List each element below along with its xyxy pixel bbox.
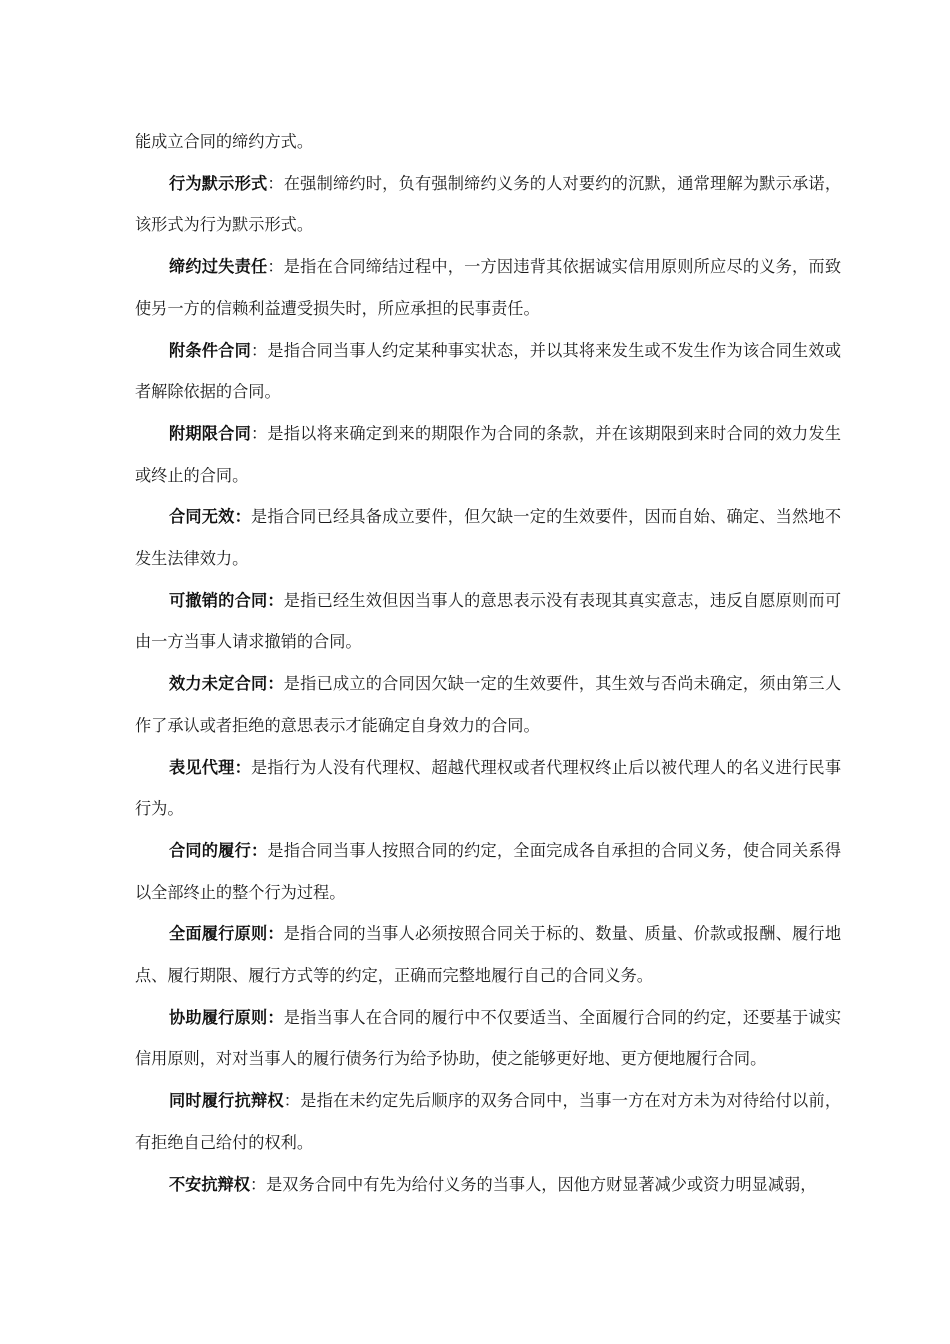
- definition-term: 附期限合同: [169, 423, 251, 443]
- definition-text: 是指合同当事人约定某种事实状态，并以其将来发生或不发生作为该合同生效或者解除依据的合同。: [135, 340, 842, 402]
- definition-separator: ：: [250, 340, 268, 360]
- definition-text: 是指合同的当事人必须按照合同关于标的、数量、质量、价款或报酬、履行地点、履行期限、履行方式等的约定，正确而完整地履行自己的合同义务。: [135, 924, 842, 986]
- definition-term: 协助履行原则：: [169, 1007, 284, 1027]
- definition-paragraph: [135, 830, 841, 913]
- definition-paragraph: [135, 330, 841, 413]
- definition-paragraph: [135, 413, 841, 496]
- definition-text: 是指以将来确定到来的期限作为合同的条款，并在该期限到来时合同的效力发生或终止的合同。: [135, 423, 842, 485]
- definition-paragraph: [135, 580, 841, 663]
- definition-term: 行为默示形式: [169, 173, 268, 193]
- definition-term: 表见代理：: [169, 757, 251, 777]
- definition-term: 同时履行抗辩权: [169, 1091, 284, 1111]
- definition-term: 合同的履行：: [169, 840, 268, 860]
- definition-text: 是双务合同中有先为给付义务的当事人，因他方财显著减少或资力明显减弱，: [266, 1174, 817, 1194]
- definition-paragraph: [135, 663, 841, 746]
- definition-text: 是指合同已经具备成立要件，但欠缺一定的生效要件，因而自始、确定、当然地不发生法律效力。: [135, 507, 842, 569]
- definition-text: 是指在未约定先后顺序的双务合同中，当事一方在对方未为对待给付以前，有拒绝自己给付的权利。: [135, 1091, 842, 1152]
- definition-text: 是指已经生效但因当事人的意思表示没有表现其真实意志，违反自愿原则而可由一方当事人请求撤销的合同。: [135, 590, 842, 652]
- definition-paragraph: [135, 1164, 841, 1206]
- continuation-text: 能成立合同的缔约方式。: [135, 132, 314, 151]
- definition-term: 附条件合同: [169, 340, 251, 360]
- definition-paragraph: [135, 997, 841, 1080]
- definition-term: 效力未定合同：: [169, 674, 284, 694]
- definition-text: 在强制缔约时，负有强制缔约义务的人对要约的沉默，通常理解为默示承诺，该形式为行为默示形式。: [135, 173, 842, 235]
- definition-separator: ：: [249, 1174, 267, 1194]
- definition-separator: ：: [283, 1091, 301, 1111]
- definition-paragraph: [135, 913, 841, 996]
- definition-paragraph: [135, 1080, 841, 1163]
- definition-separator: ：: [267, 173, 284, 193]
- definition-term: 全面履行原则：: [169, 924, 284, 944]
- definition-paragraph: [135, 163, 841, 246]
- definition-term: 缔约过失责任: [169, 257, 268, 277]
- definition-text: 是指行为人没有代理权、超越代理权或者代理权终止后以被代理人的名义进行民事行为。: [135, 757, 842, 819]
- definition-separator: ：: [267, 257, 284, 277]
- definition-separator: ：: [250, 423, 268, 443]
- definition-text: 是指在合同缔结过程中，一方因违背其依据诚实信用原则所应尽的义务，而致使另一方的信赖利益遭受损失时，所应承担的民事责任。: [135, 257, 842, 318]
- definition-paragraph: [135, 496, 841, 579]
- definition-paragraph: [135, 246, 841, 329]
- definition-term: 可撤销的合同：: [169, 590, 284, 610]
- definition-term: 不安抗辩权: [169, 1174, 250, 1194]
- definition-paragraph: [135, 747, 841, 830]
- definition-text: 是指已成立的合同因欠缺一定的生效要件，其生效与否尚未确定，须由第三人作了承认或者拒绝的意思表示才能确定自身效力的合同。: [135, 674, 842, 735]
- document-page: [135, 121, 841, 1205]
- definition-text: 是指合同当事人按照合同的约定，全面完成各自承担的合同义务，使合同关系得以全部终止的整个行为过程。: [135, 840, 842, 902]
- definition-text: 是指当事人在合同的履行中不仅要适当、全面履行合同的约定，还要基于诚实信用原则，对对当事人的履行债务行为给予协助，使之能够更好地、更方便地履行合同。: [135, 1007, 842, 1069]
- definition-term: 合同无效：: [169, 507, 251, 527]
